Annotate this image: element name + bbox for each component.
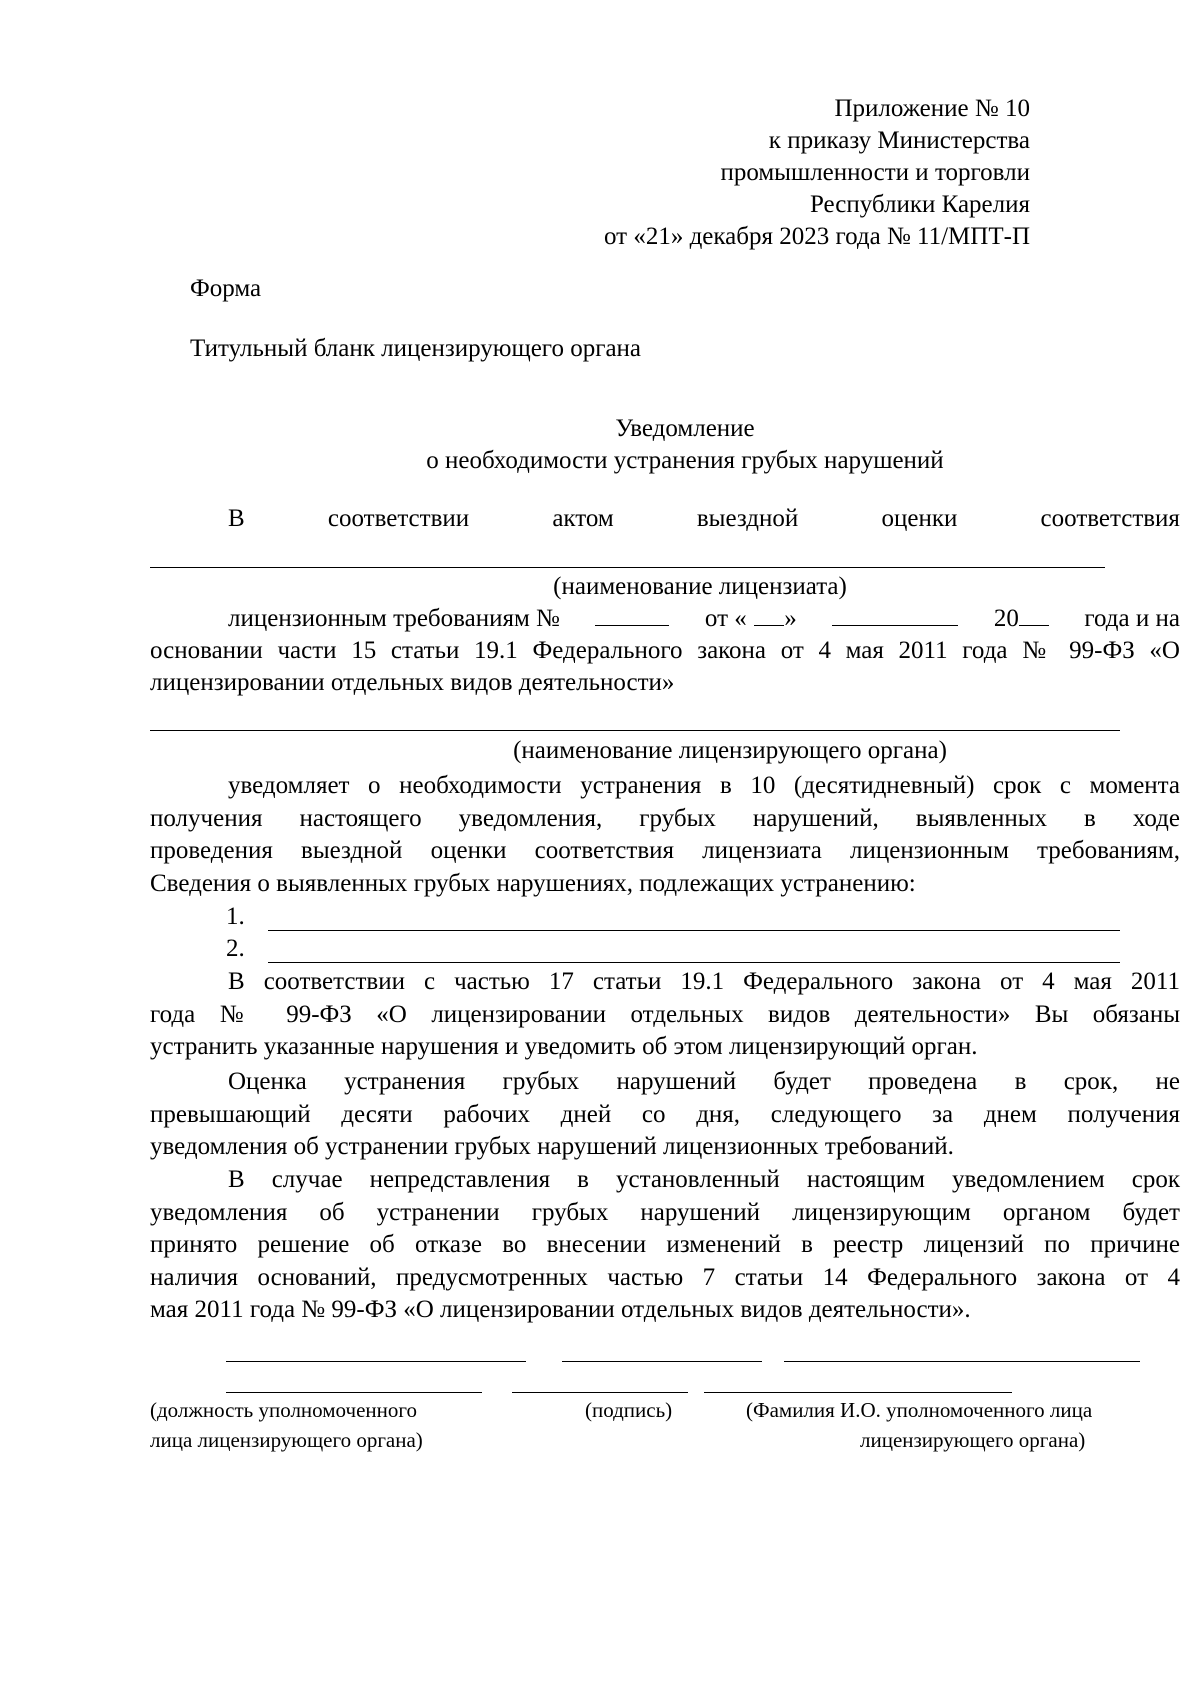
- header-line: к приказу Министерства: [768, 127, 1030, 154]
- month-field[interactable]: [832, 603, 958, 626]
- name-caption: лицензирующего органа): [860, 1428, 1086, 1452]
- paragraph-line: Оценка устранения грубых нарушений будет проведена в срок, не: [228, 1068, 1180, 1095]
- signature-line-upper[interactable]: [562, 1361, 762, 1362]
- item-number: 2.: [226, 935, 245, 962]
- paragraph-line: Сведения о выявленных грубых нарушениях, подлежащих устранению:: [150, 869, 916, 897]
- intro-word: выездной: [696, 505, 799, 532]
- item-number: 1.: [226, 903, 245, 930]
- header-line: Приложение № 10: [834, 95, 1030, 122]
- intro-word: соответствия: [1040, 505, 1180, 532]
- day-field[interactable]: [754, 603, 784, 626]
- name-line-upper[interactable]: [784, 1361, 1140, 1362]
- intro-word: актом: [552, 505, 614, 532]
- paragraph-line: превышающий десяти рабочих дней со дня, следующего за днем получения: [150, 1100, 1180, 1128]
- paragraph-line: мая 2011 года № 99-ФЗ «О лицензировании отдельных видов деятельности».: [150, 1296, 971, 1323]
- name-caption: (Фамилия И.О. уполномоченного лица: [746, 1398, 1093, 1422]
- year-field[interactable]: [1019, 603, 1049, 626]
- paragraph-line: уведомления об устранении грубых нарушений лицензирующим органом будет: [150, 1198, 1180, 1226]
- paragraph-line: В соответствии с частью 17 статьи 19.1 Федерального закона от 4 мая 2011: [228, 968, 1180, 995]
- intro-line: [228, 502, 1180, 536]
- requirements-line-2: основании части 15 статьи 19.1 Федерального закона от 4 мая 2011 года № 99-ФЗ «О: [150, 637, 1180, 664]
- intro-word: соответствии: [327, 505, 470, 532]
- licensee-caption: (наименование лицензиата): [553, 573, 847, 600]
- date-quote: »: [784, 605, 797, 632]
- date-from-text: от «: [704, 605, 747, 632]
- authority-name-field[interactable]: [150, 730, 1120, 731]
- paragraph-line: В случае непредставления в установленный настоящим уведомлением срок: [228, 1166, 1180, 1193]
- requirements-line: [228, 602, 1180, 636]
- paragraph-line: принято решение об отказе во внесении изменений в реестр лицензий по причине: [150, 1231, 1180, 1258]
- position-caption: лица лицензирующего органа): [150, 1428, 423, 1452]
- document-title: Уведомление: [615, 415, 755, 442]
- licensee-name-field[interactable]: [150, 567, 1105, 568]
- position-caption: (должность уполномоченного: [150, 1398, 417, 1422]
- name-line[interactable]: [704, 1392, 1012, 1393]
- document-subtitle: о необходимости устранения грубых нарушений: [426, 447, 944, 474]
- position-line-upper[interactable]: [226, 1361, 526, 1362]
- paragraph-line: проведения выездной оценки соответствия лицензиата лицензионным требованиям,: [150, 837, 1180, 864]
- signature-caption: (подпись): [585, 1398, 673, 1422]
- evaluation-paragraph: [150, 1066, 1180, 1164]
- paragraph-line: уведомления об устранении грубых нарушений лицензионных требований.: [150, 1133, 954, 1160]
- intro-word: оценки: [881, 505, 958, 532]
- header-line: промышленности и торговли: [720, 159, 1030, 186]
- header-line: Республики Карелия: [809, 191, 1030, 218]
- paragraph-line: устранить указанные нарушения и уведомить об этом лицензирующий орган.: [150, 1033, 978, 1060]
- header-line: от «21» декабря 2023 года № 11/МПТ-П: [603, 223, 1030, 250]
- signature-line[interactable]: [512, 1392, 688, 1393]
- paragraph-line: наличия оснований, предусмотренных частью 7 статьи 14 Федерального закона от 4: [150, 1263, 1180, 1291]
- obliged-paragraph: [150, 966, 1180, 1064]
- paragraph-line: уведомляет о необходимости устранения в 10 (десятидневный) срок с момента: [228, 772, 1180, 799]
- notify-paragraph: [150, 770, 1180, 900]
- failure-paragraph: [150, 1164, 1180, 1327]
- paragraph-line: получения настоящего уведомления, грубых нарушений, выявленных в ходе: [150, 804, 1180, 832]
- position-line[interactable]: [226, 1392, 482, 1393]
- item-2-field[interactable]: [268, 962, 1120, 963]
- paragraph-line: года № 99-ФЗ «О лицензировании отдельных видов деятельности» Вы обязаны: [150, 1000, 1180, 1028]
- authority-caption: (наименование лицензирующего органа): [513, 737, 947, 764]
- requirements-number-field[interactable]: [595, 603, 669, 626]
- intro-word: В: [228, 505, 245, 532]
- form-label: Форма: [190, 275, 262, 302]
- year-prefix: 20: [993, 605, 1019, 632]
- year-suffix-text: года и на: [1084, 605, 1180, 632]
- item-1-field[interactable]: [268, 930, 1120, 931]
- requirements-text: лицензионным требованиям №: [228, 605, 560, 632]
- requirements-line-3: лицензировании отдельных видов деятельности»: [150, 669, 675, 696]
- blank-label: Титульный бланк лицензирующего органа: [190, 335, 642, 362]
